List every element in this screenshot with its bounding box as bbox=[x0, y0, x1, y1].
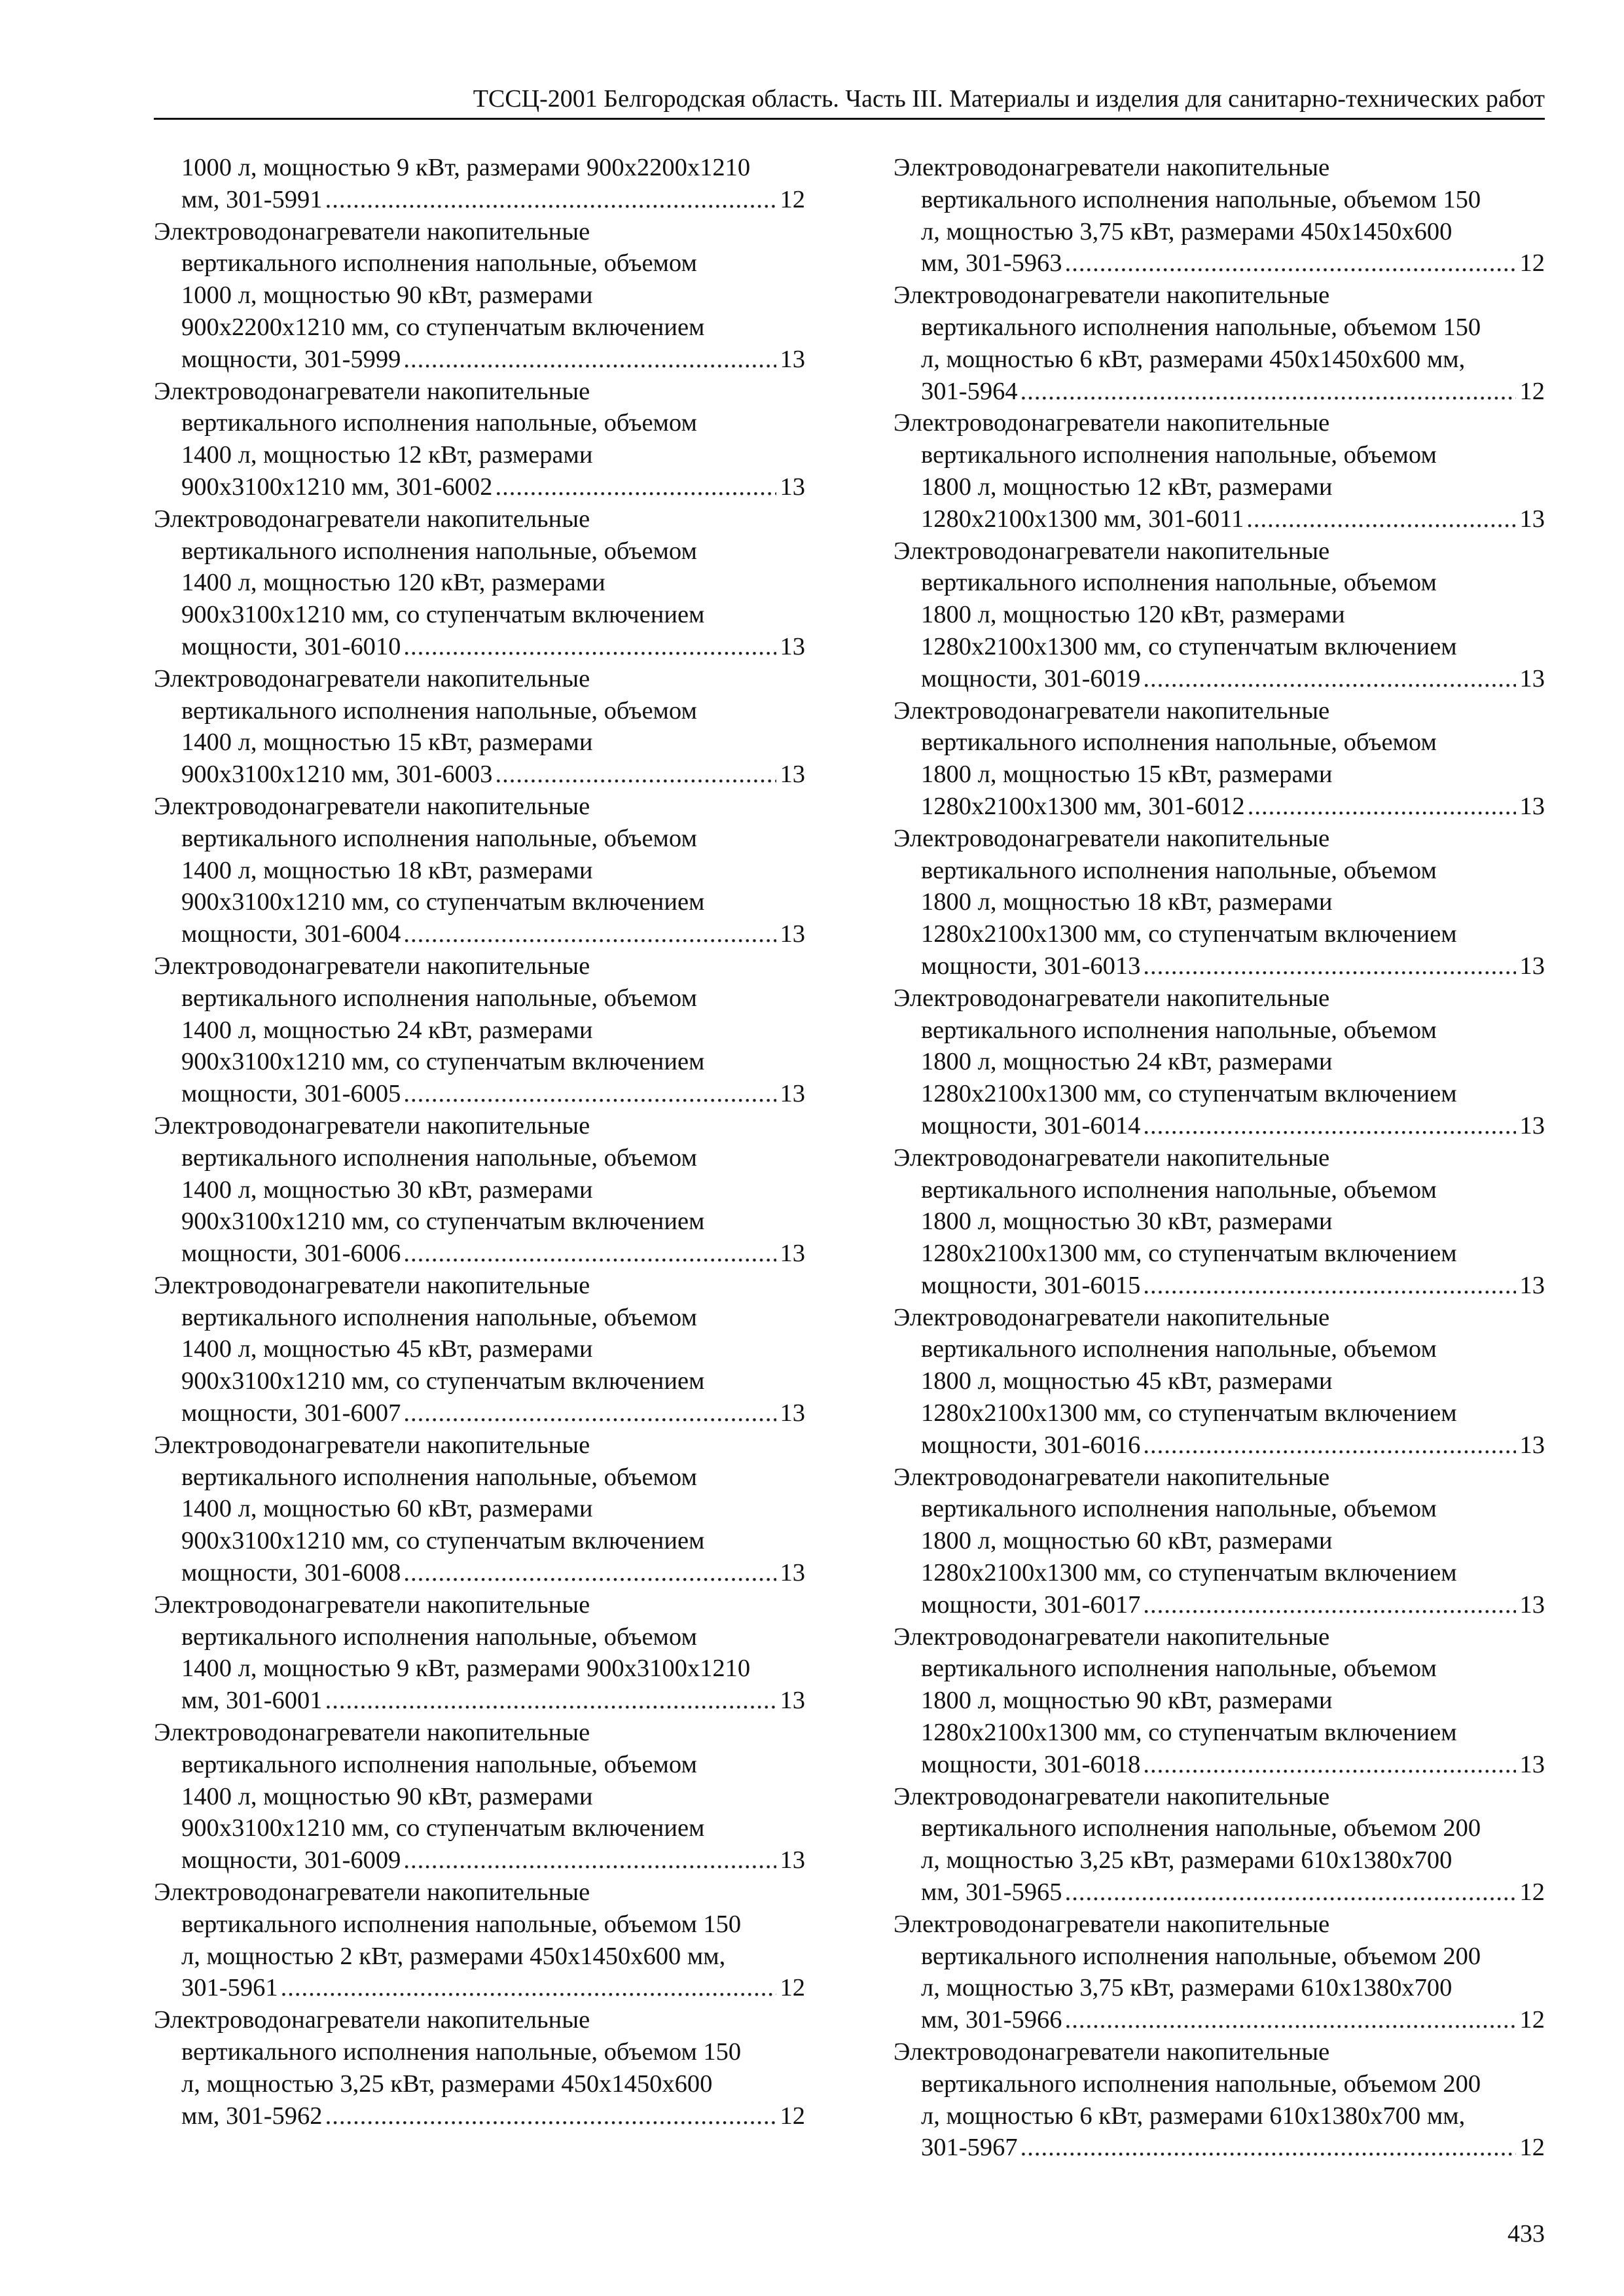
index-entry-text: 900x3100x1210 мм, со ступенчатым включением bbox=[181, 1367, 705, 1395]
dot-leader bbox=[495, 471, 776, 503]
index-entry-text: Электроводонагреватели накопительные bbox=[154, 2006, 590, 2034]
index-entry-text: вертикального исполнения напольные, объемом bbox=[181, 1623, 697, 1651]
index-entry bbox=[154, 663, 805, 791]
index-entry-text: 1800 л, мощностью 120 кВт, размерами bbox=[921, 601, 1345, 629]
index-entry-text: мощности, 301-5999 bbox=[181, 345, 401, 373]
index-entry-text: мощности, 301-6017 bbox=[921, 1590, 1141, 1619]
index-entry-last-line bbox=[154, 1238, 805, 1270]
index-entry-text: вертикального исполнения напольные, объемом bbox=[921, 728, 1437, 757]
index-entry-text: 900x3100x1210 мм, со ступенчатым включением bbox=[181, 888, 705, 916]
index-entry-text: вертикального исполнения напольные, объемом 150 bbox=[181, 2038, 742, 2066]
index-entry-text: мм, 301-5991 bbox=[181, 185, 323, 213]
index-entry-text: л, мощностью 3,25 кВт, размерами 450x1450x600 bbox=[181, 2070, 713, 2098]
index-entry-text: 1400 л, мощностью 24 кВт, размерами bbox=[181, 1016, 593, 1044]
index-entry-text: мощности, 301-6015 bbox=[921, 1271, 1141, 1299]
index-entry bbox=[893, 1462, 1545, 1621]
index-entry bbox=[154, 1876, 805, 2004]
index-entry bbox=[154, 503, 805, 663]
index-entry-text: вертикального исполнения напольные, объемом bbox=[921, 569, 1437, 597]
index-entry-text: 1800 л, мощностью 24 кВт, размерами bbox=[921, 1048, 1333, 1076]
index-entry bbox=[154, 2004, 805, 2132]
index-entry-text: Электроводонагреватели накопительные bbox=[893, 537, 1330, 565]
index-entry bbox=[893, 407, 1545, 535]
index-entry-text: 1400 л, мощностью 120 кВт, размерами bbox=[181, 569, 605, 597]
index-entry-page: 13 bbox=[780, 632, 805, 660]
index-entry-page: 13 bbox=[780, 1559, 805, 1587]
index-entry-text: Электроводонагреватели накопительные bbox=[154, 1590, 590, 1619]
index-entry-page: 13 bbox=[780, 920, 805, 948]
index-entry-last-line bbox=[893, 503, 1545, 535]
index-entry-page: 13 bbox=[1519, 1590, 1545, 1619]
index-entry-text: 1280x2100x1300 мм, со ступенчатым включением bbox=[921, 1719, 1457, 1747]
dot-leader bbox=[403, 918, 776, 950]
index-entry-text: Электроводонагреватели накопительные bbox=[893, 1623, 1330, 1651]
index-entry-text: Электроводонагреватели накопительные bbox=[893, 1463, 1330, 1491]
index-entry-page: 12 bbox=[1519, 2134, 1545, 2162]
index-entry bbox=[893, 1142, 1545, 1302]
index-entry-text: л, мощностью 6 кВт, размерами 610x1380x700 мм, bbox=[921, 2102, 1466, 2130]
dot-leader bbox=[1065, 2004, 1516, 2036]
index-entry-text: вертикального исполнения напольные, объемом bbox=[181, 249, 697, 278]
index-entry-text: Электроводонагреватели накопительные bbox=[893, 824, 1330, 852]
index-entry-text: Электроводонагреватели накопительные bbox=[154, 377, 590, 405]
index-entry-page: 13 bbox=[1519, 1750, 1545, 1778]
index-entry-text: Электроводонагреватели накопительные bbox=[154, 1271, 590, 1299]
index-entry-text: 1280x2100x1300 мм, 301-6011 bbox=[921, 505, 1244, 533]
index-entry-last-line bbox=[154, 918, 805, 950]
index-entry-last-line bbox=[893, 1110, 1545, 1142]
dot-leader bbox=[403, 631, 776, 663]
index-entry-page: 13 bbox=[1519, 952, 1545, 980]
index-entry-last-line bbox=[893, 376, 1545, 408]
dot-leader bbox=[1143, 1589, 1515, 1621]
dot-leader bbox=[1248, 791, 1516, 823]
index-entry-page: 12 bbox=[1519, 249, 1545, 278]
index-entry-last-line bbox=[893, 247, 1545, 279]
index-entry-text: мм, 301-5962 bbox=[181, 2102, 323, 2130]
index-entry-text: 301-5967 bbox=[921, 2134, 1018, 2162]
index-entry bbox=[154, 1589, 805, 1717]
index-entry-page: 12 bbox=[1519, 2006, 1545, 2034]
index-entry-text: Электроводонагреватели накопительные bbox=[893, 1303, 1330, 1331]
index-entry-text: 1800 л, мощностью 60 кВт, размерами bbox=[921, 1527, 1333, 1555]
index-entry-text: Электроводонагреватели накопительные bbox=[893, 1143, 1330, 1172]
index-entry-text: Электроводонагреватели накопительные bbox=[154, 792, 590, 820]
index-entry-text: 1400 л, мощностью 12 кВт, размерами bbox=[181, 441, 593, 469]
index-entry bbox=[893, 535, 1545, 695]
index-entry-text: Электроводонагреватели накопительные bbox=[154, 952, 590, 980]
index-entry-page: 12 bbox=[1519, 1878, 1545, 1907]
index-entry-page: 13 bbox=[780, 1399, 805, 1427]
header-rule bbox=[154, 118, 1545, 120]
index-entry-text: Электроводонагреватели накопительные bbox=[893, 1782, 1330, 1810]
index-entry-text: Электроводонагреватели накопительные bbox=[893, 2038, 1330, 2066]
index-entry-text: мощности, 301-6005 bbox=[181, 1080, 401, 1108]
index-entry-text: 1800 л, мощностью 18 кВт, размерами bbox=[921, 888, 1333, 916]
index-entry-text: 900x2200x1210 мм, со ступенчатым включением bbox=[181, 313, 705, 341]
index-entry-last-line bbox=[154, 1557, 805, 1589]
index-entry-text: Электроводонагреватели накопительные bbox=[154, 1431, 590, 1459]
index-entry bbox=[893, 2036, 1545, 2164]
index-entry bbox=[154, 950, 805, 1110]
index-entry-text: вертикального исполнения напольные, объемом bbox=[921, 441, 1437, 469]
index-entry bbox=[893, 1909, 1545, 2036]
dot-leader bbox=[403, 344, 776, 376]
index-entry-last-line bbox=[893, 1429, 1545, 1462]
index-entry bbox=[154, 216, 805, 376]
index-entry-page: 13 bbox=[780, 473, 805, 501]
index-column-left bbox=[154, 152, 805, 2132]
index-entry-text: вертикального исполнения напольные, объемом bbox=[181, 1143, 697, 1172]
index-entry-text: Электроводонагреватели накопительные bbox=[154, 1719, 590, 1747]
dot-leader bbox=[1065, 1876, 1516, 1909]
index-entry-text: 301-5964 bbox=[921, 377, 1018, 405]
index-entry-text: 1400 л, мощностью 45 кВт, размерами bbox=[181, 1335, 593, 1363]
dot-leader bbox=[325, 184, 776, 216]
index-entry-page: 13 bbox=[1519, 792, 1545, 820]
index-entry-text: мм, 301-5966 bbox=[921, 2006, 1062, 2034]
index-entry-text: 1280x2100x1300 мм, со ступенчатым включением bbox=[921, 1399, 1457, 1427]
index-entry-text: 1280x2100x1300 мм, 301-6012 bbox=[921, 792, 1245, 820]
index-entry-page: 12 bbox=[780, 1974, 805, 2002]
dot-leader bbox=[1143, 1270, 1515, 1302]
index-entry-text: вертикального исполнения напольные, объемом bbox=[181, 824, 697, 852]
dot-leader bbox=[403, 1844, 776, 1876]
index-entry bbox=[154, 1110, 805, 1270]
index-entry-text: вертикального исполнения напольные, объемом 150 bbox=[181, 1910, 742, 1938]
dot-leader bbox=[1143, 950, 1515, 982]
index-entry-text: мощности, 301-6013 bbox=[921, 952, 1141, 980]
index-entry-text: вертикального исполнения напольные, объемом bbox=[921, 1335, 1437, 1363]
index-entry-last-line bbox=[893, 2132, 1545, 2164]
index-entry-text: л, мощностью 3,75 кВт, размерами 450x1450x600 bbox=[921, 217, 1453, 245]
dot-leader bbox=[1065, 247, 1516, 279]
dot-leader bbox=[495, 759, 776, 791]
index-entry-text: 1280x2100x1300 мм, со ступенчатым включением bbox=[921, 632, 1457, 660]
index-entry-text: 900x3100x1210 мм, 301-6003 bbox=[181, 761, 493, 789]
index-entry bbox=[154, 1429, 805, 1589]
index-entry-text: Электроводонагреватели накопительные bbox=[893, 154, 1330, 181]
index-entry-text: л, мощностью 3,75 кВт, размерами 610x1380x700 bbox=[921, 1974, 1453, 2002]
index-entry-page: 12 bbox=[780, 185, 805, 213]
index-entry-text: л, мощностью 2 кВт, размерами 450x1450x600 мм, bbox=[181, 1942, 726, 1970]
index-entry-last-line bbox=[154, 2100, 805, 2132]
index-entry-text: мощности, 301-6007 bbox=[181, 1399, 401, 1427]
index-entry-page: 13 bbox=[1519, 1111, 1545, 1139]
dot-leader bbox=[403, 1557, 776, 1589]
index-entry-last-line bbox=[893, 1876, 1545, 1909]
index-entry bbox=[154, 152, 805, 216]
index-entry-text: вертикального исполнения напольные, объемом bbox=[921, 1175, 1437, 1204]
index-entry bbox=[893, 1302, 1545, 1462]
index-entry-text: Электроводонагреватели накопительные bbox=[893, 1910, 1330, 1938]
index-entry-text: 1280x2100x1300 мм, со ступенчатым включением bbox=[921, 1559, 1457, 1587]
index-entry-text: Электроводонагреватели накопительные bbox=[154, 1111, 590, 1139]
index-entry-text: 1000 л, мощностью 9 кВт, размерами 900x2200x1210 bbox=[181, 154, 751, 181]
dot-leader bbox=[1020, 376, 1516, 408]
index-entry-text: 1800 л, мощностью 45 кВт, размерами bbox=[921, 1367, 1333, 1395]
index-entry-last-line bbox=[893, 791, 1545, 823]
index-entry-text: 900x3100x1210 мм, со ступенчатым включением bbox=[181, 1208, 705, 1236]
index-entry-text: 1280x2100x1300 мм, со ступенчатым включением bbox=[921, 1080, 1457, 1108]
index-entry-text: мм, 301-5963 bbox=[921, 249, 1062, 278]
index-entry-text: л, мощностью 3,25 кВт, размерами 610x1380x700 bbox=[921, 1846, 1453, 1874]
index-entry-text: 1280x2100x1300 мм, со ступенчатым включением bbox=[921, 1240, 1457, 1268]
index-entry-last-line bbox=[154, 1685, 805, 1717]
index-entry-text: вертикального исполнения напольные, объемом 200 bbox=[921, 2070, 1481, 2098]
dot-leader bbox=[403, 1078, 776, 1110]
dot-leader bbox=[403, 1397, 776, 1429]
dot-leader bbox=[1246, 503, 1515, 535]
index-entry-text: вертикального исполнения напольные, объемом bbox=[181, 696, 697, 725]
index-entry-text: 1800 л, мощностью 12 кВт, размерами bbox=[921, 473, 1333, 501]
index-entry bbox=[154, 1717, 805, 1876]
index-entry bbox=[893, 1781, 1545, 1909]
index-entry-text: л, мощностью 6 кВт, размерами 450x1450x600 мм, bbox=[921, 345, 1466, 373]
index-entry-text: вертикального исполнения напольные, объемом bbox=[181, 1303, 697, 1331]
page-number: 433 bbox=[1507, 2220, 1545, 2248]
index-entry-last-line bbox=[154, 471, 805, 503]
index-entry-text: вертикального исполнения напольные, объемом bbox=[181, 409, 697, 437]
dot-leader bbox=[325, 1685, 776, 1717]
index-entry-text: вертикального исполнения напольные, объемом 200 bbox=[921, 1814, 1481, 1842]
index-entry-text: вертикального исполнения напольные, объемом 150 bbox=[921, 185, 1481, 213]
index-entry bbox=[154, 791, 805, 950]
index-entry-text: мощности, 301-6019 bbox=[921, 664, 1141, 692]
index-entry-text: вертикального исполнения напольные, объемом bbox=[181, 1463, 697, 1491]
index-entry-text: 1800 л, мощностью 15 кВт, размерами bbox=[921, 761, 1333, 789]
index-entry-text: Электроводонагреватели накопительные bbox=[893, 984, 1330, 1012]
index-entry-text: мощности, 301-6014 bbox=[921, 1111, 1141, 1139]
dot-leader bbox=[1143, 1429, 1515, 1462]
index-entry-text: 1800 л, мощностью 90 кВт, размерами bbox=[921, 1687, 1333, 1715]
index-entry-text: Электроводонагреватели накопительные bbox=[154, 1878, 590, 1907]
index-entry-text: 1400 л, мощностью 18 кВт, размерами bbox=[181, 856, 593, 884]
index-entry-last-line bbox=[893, 1270, 1545, 1302]
index-entry-page: 12 bbox=[780, 2102, 805, 2130]
index-entry-text: мощности, 301-6018 bbox=[921, 1750, 1141, 1778]
dot-leader bbox=[1020, 2132, 1516, 2164]
index-entry bbox=[154, 1270, 805, 1429]
index-entry-text: вертикального исполнения напольные, объемом bbox=[181, 537, 697, 565]
index-entry-text: 1400 л, мощностью 90 кВт, размерами bbox=[181, 1782, 593, 1810]
index-entry-page: 13 bbox=[780, 761, 805, 789]
index-entry-text: вертикального исполнения напольные, объемом bbox=[921, 856, 1437, 884]
index-entry bbox=[893, 823, 1545, 982]
index-entry-last-line bbox=[893, 1589, 1545, 1621]
index-entry-text: 900x3100x1210 мм, со ступенчатым включением bbox=[181, 1527, 705, 1555]
index-entry-last-line bbox=[154, 1078, 805, 1110]
index-entry-text: мм, 301-5965 bbox=[921, 1878, 1062, 1907]
index-entry-text: мм, 301-6001 bbox=[181, 1687, 323, 1715]
index-entry bbox=[893, 1621, 1545, 1781]
index-entry-text: мощности, 301-6008 bbox=[181, 1559, 401, 1587]
index-entry-text: мощности, 301-6006 bbox=[181, 1240, 401, 1268]
index-entry-text: 900x3100x1210 мм, со ступенчатым включением bbox=[181, 601, 705, 629]
index-entry-text: мощности, 301-6004 bbox=[181, 920, 401, 948]
index-entry-text: 900x3100x1210 мм, со ступенчатым включением bbox=[181, 1814, 705, 1842]
dot-leader bbox=[403, 1238, 776, 1270]
index-entry-text: 1280x2100x1300 мм, со ступенчатым включением bbox=[921, 920, 1457, 948]
index-column-right bbox=[893, 152, 1545, 2164]
index-entry-text: вертикального исполнения напольные, объемом bbox=[921, 1655, 1437, 1683]
index-entry-text: Электроводонагреватели накопительные bbox=[893, 696, 1330, 725]
dot-leader bbox=[325, 2100, 776, 2132]
index-entry-text: вертикального исполнения напольные, объемом bbox=[181, 984, 697, 1012]
index-entry-text: вертикального исполнения напольные, объемом 200 bbox=[921, 1942, 1481, 1970]
index-entry-last-line bbox=[154, 759, 805, 791]
index-entry-page: 13 bbox=[1519, 1271, 1545, 1299]
index-entry-text: 1400 л, мощностью 60 кВт, размерами bbox=[181, 1495, 593, 1523]
index-entry-text: Электроводонагреватели накопительные bbox=[893, 281, 1330, 310]
index-entry-last-line bbox=[154, 1844, 805, 1876]
index-entry-text: 1400 л, мощностью 9 кВт, размерами 900x3100x1210 bbox=[181, 1655, 751, 1683]
index-entry-text: Электроводонагреватели накопительные bbox=[154, 664, 590, 692]
index-entry-text: мощности, 301-6009 bbox=[181, 1846, 401, 1874]
index-entry-page: 13 bbox=[1519, 505, 1545, 533]
index-entry-page: 13 bbox=[780, 1687, 805, 1715]
running-header: ТССЦ-2001 Белгородская область. Часть III. Материалы и изделия для санитарно-технических работ bbox=[473, 85, 1545, 113]
index-entry-text: вертикального исполнения напольные, объемом bbox=[921, 1495, 1437, 1523]
dot-leader bbox=[1143, 1110, 1515, 1142]
index-entry-page: 13 bbox=[1519, 1431, 1545, 1459]
index-entry-last-line bbox=[154, 184, 805, 216]
index-entry-text: 900x3100x1210 мм, со ступенчатым включением bbox=[181, 1048, 705, 1076]
index-entry-text: вертикального исполнения напольные, объемом 150 bbox=[921, 313, 1481, 341]
index-entry-text: 1800 л, мощностью 30 кВт, размерами bbox=[921, 1208, 1333, 1236]
index-entry bbox=[154, 376, 805, 503]
index-entry-page: 13 bbox=[1519, 664, 1545, 692]
index-entry-text: 1400 л, мощностью 30 кВт, размерами bbox=[181, 1175, 593, 1204]
index-entry-last-line bbox=[154, 1397, 805, 1429]
index-entry bbox=[893, 279, 1545, 407]
index-entry-text: мощности, 301-6010 bbox=[181, 632, 401, 660]
index-entry-text: 1000 л, мощностью 90 кВт, размерами bbox=[181, 281, 593, 310]
index-entry-text: Электроводонагреватели накопительные bbox=[154, 217, 590, 245]
index-entry-last-line bbox=[893, 950, 1545, 982]
index-entry bbox=[893, 695, 1545, 823]
index-entry-last-line bbox=[154, 631, 805, 663]
index-entry-page: 13 bbox=[780, 1846, 805, 1874]
index-entry bbox=[893, 982, 1545, 1142]
dot-leader bbox=[1143, 663, 1515, 695]
index-entry-page: 13 bbox=[780, 1080, 805, 1108]
index-entry-text: мощности, 301-6016 bbox=[921, 1431, 1141, 1459]
index-entry-text: 1400 л, мощностью 15 кВт, размерами bbox=[181, 728, 593, 757]
index-entry-last-line bbox=[893, 1749, 1545, 1781]
index-entry-page: 13 bbox=[780, 345, 805, 373]
index-entry-text: Электроводонагреватели накопительные bbox=[154, 505, 590, 533]
index-entry-last-line bbox=[893, 663, 1545, 695]
dot-leader bbox=[281, 1972, 776, 2004]
index-entry-page: 12 bbox=[1519, 377, 1545, 405]
index-entry-last-line bbox=[154, 1972, 805, 2004]
index-entry bbox=[893, 152, 1545, 279]
index-entry-last-line bbox=[893, 2004, 1545, 2036]
index-entry-text: вертикального исполнения напольные, объемом bbox=[181, 1750, 697, 1778]
dot-leader bbox=[1143, 1749, 1515, 1781]
index-entry-text: 301-5961 bbox=[181, 1974, 278, 2002]
index-entry-last-line bbox=[154, 344, 805, 376]
index-entry-text: Электроводонагреватели накопительные bbox=[893, 409, 1330, 437]
index-entry-text: 900x3100x1210 мм, 301-6002 bbox=[181, 473, 493, 501]
index-entry-text: вертикального исполнения напольные, объемом bbox=[921, 1016, 1437, 1044]
index-entry-page: 13 bbox=[780, 1240, 805, 1268]
